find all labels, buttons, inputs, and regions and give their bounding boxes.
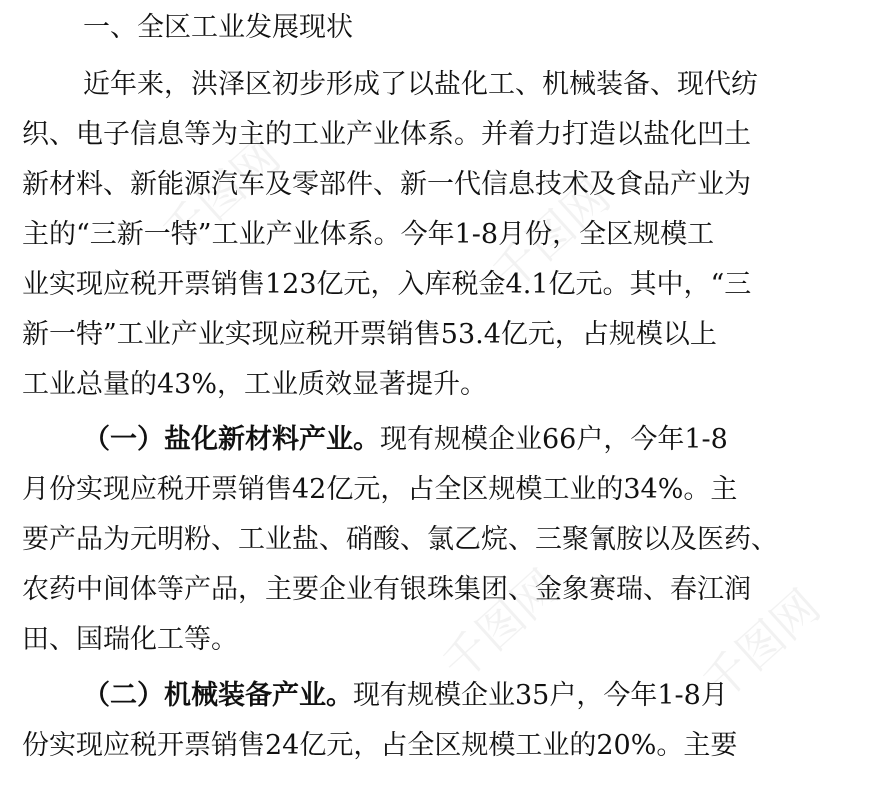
watermark: 千图网 <box>151 128 291 262</box>
paragraph-line: 新一特”工业产业实现应税开票销售53.4亿元，占规模以上 <box>22 319 717 350</box>
paragraph-line: 业实现应税开票销售123亿元，入库税金4.1亿元。其中，“三 <box>22 269 752 300</box>
paragraph-line: 新材料、新能源汽车及零部件、新一代信息技术及食品产业为 <box>22 169 751 200</box>
paragraph-line: 工业总量的43%，工业质效显著提升。 <box>22 369 488 400</box>
paragraph-line: 主的“三新一特”工业产业体系。今年1-8月份，全区规模工 <box>22 219 715 250</box>
watermark: 千图网 <box>481 168 621 302</box>
paragraph-text: 现有规模企业35户，今年1-8月 <box>353 680 728 711</box>
paragraph-line: 份实现应税开票销售24亿元，占全区规模工业的20%。主要 <box>22 730 738 761</box>
subsection-line <box>0 422 883 458</box>
watermark: 千图网 <box>431 558 571 692</box>
section-heading: 一、全区工业发展现状 <box>83 12 353 43</box>
subsection-title: （二）机械装备产业。 <box>83 680 353 711</box>
paragraph-line: 要产品为元明粉、工业盐、硝酸、氯乙烷、三聚氰胺以及医药、 <box>22 524 778 555</box>
paragraph-line: 月份实现应税开票销售42亿元，占全区规模工业的34%。主 <box>22 474 738 505</box>
paragraph-line: 近年来，洪泽区初步形成了以盐化工、机械装备、现代纺 <box>83 69 758 100</box>
subsection-title: （一）盐化新材料产业。 <box>83 424 380 455</box>
subsection-line <box>0 678 883 714</box>
paragraph-line: 农药中间体等产品，主要企业有银珠集团、金象赛瑞、春江润 <box>22 574 751 605</box>
paragraph-line: 田、国瑞化工等。 <box>22 624 238 655</box>
paragraph-text: 现有规模企业66户，今年1-8 <box>380 424 728 455</box>
watermark: 千图网 <box>691 578 831 712</box>
paragraph-line: 织、电子信息等为主的工业产业体系。并着力打造以盐化凹土 <box>22 119 751 150</box>
